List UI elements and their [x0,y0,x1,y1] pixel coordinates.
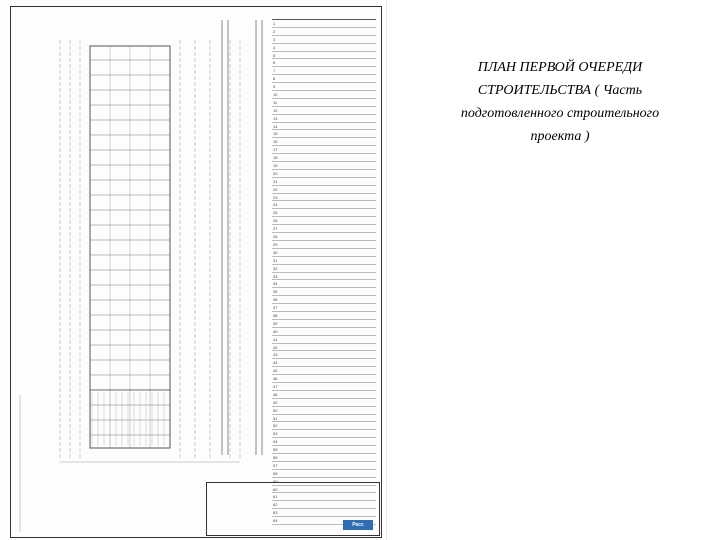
schedule-row [272,209,376,217]
schedule-row [272,36,376,44]
schedule-row-number: 54 [273,439,278,445]
schedule-row [272,233,376,241]
schedule-row-number: 60 [273,486,278,492]
schedule-row [272,328,376,336]
schedule-row [272,194,376,202]
schedule-row-number: 34 [273,281,278,287]
company-logo: Ресс [343,520,373,530]
schedule-row [272,367,376,375]
schedule-row [272,383,376,391]
schedule-row [272,312,376,320]
schedule-row [272,265,376,273]
schedule-row [272,52,376,60]
schedule-row-number: 20 [273,170,278,176]
schedule-row-number: 16 [273,139,278,145]
schedule-row-number: 58 [273,470,278,476]
schedule-row [272,59,376,67]
schedule-row [272,454,376,462]
schedule-row [272,399,376,407]
schedule-row-number: 32 [273,265,278,271]
schedule-row-number: 48 [273,391,278,397]
schedule-row-number: 36 [273,297,278,303]
schedule-row-number: 30 [273,249,278,255]
slide-caption [410,56,710,148]
schedule-row-number: 44 [273,360,278,366]
schedule-row [272,288,376,296]
schedule-row [272,446,376,454]
schedule-row [272,123,376,131]
schedule-row [272,359,376,367]
schedule-row [272,44,376,52]
schedule-row [272,201,376,209]
schedule-row-number: 47 [273,383,278,389]
schedule-row-number: 13 [273,115,278,121]
schedule-row [272,154,376,162]
schedule-row [272,462,376,470]
schedule-row-number: 7 [273,68,276,74]
schedule-row-number: 40 [273,328,278,334]
schedule-row-number: 57 [273,462,278,468]
schedule-row [272,225,376,233]
schedule-row [272,296,376,304]
schedule-row-number: 52 [273,423,278,429]
schedule-row-number: 19 [273,163,278,169]
schedule-row [272,162,376,170]
schedule-row [272,75,376,83]
room-schedule-table [272,9,376,524]
schedule-row [272,273,376,281]
schedule-row [272,375,376,383]
schedule-row-number: 3 [273,36,276,42]
schedule-row [272,178,376,186]
schedule-row-number: 55 [273,447,278,453]
schedule-row-number: 26 [273,218,278,224]
schedule-row-number: 38 [273,312,278,318]
schedule-row-number: 22 [273,186,278,192]
schedule-row-number: 53 [273,431,278,437]
schedule-row-number: 59 [273,478,278,484]
schedule-row-number: 31 [273,257,278,263]
schedule-row [272,320,376,328]
caption-line-1: ПЛАН ПЕРВОЙ ОЧЕРЕДИ [477,60,643,75]
schedule-row [272,67,376,75]
schedule-row [272,107,376,115]
schedule-row [272,83,376,91]
schedule-row [272,351,376,359]
schedule-row-number: 25 [273,210,278,216]
schedule-row-number: 45 [273,368,278,374]
schedule-row-number: 63 [273,510,278,516]
schedule-row [272,20,376,28]
schedule-row [272,130,376,138]
schedule-row-number: 28 [273,234,278,240]
caption-line-2: СТРОИТЕЛЬСТВА ( Часть [477,83,643,98]
schedule-row-number: 4 [273,44,276,50]
schedule-row-number: 37 [273,305,278,311]
schedule-row [272,249,376,257]
schedule-row-number: 21 [273,178,278,184]
schedule-row-number: 10 [273,92,278,98]
schedule-row-number: 17 [273,147,278,153]
schedule-row-number: 27 [273,226,278,232]
schedule-row [272,438,376,446]
schedule-row-number: 2 [273,28,276,34]
room-schedule-rows [272,20,376,525]
schedule-row-number: 61 [273,494,278,500]
schedule-row-number: 50 [273,407,278,413]
room-schedule-title [272,9,376,20]
schedule-row [272,91,376,99]
schedule-row-number: 56 [273,454,278,460]
schedule-row-number: 15 [273,131,278,137]
schedule-row-number: 12 [273,107,278,113]
schedule-row [272,115,376,123]
schedule-row [272,99,376,107]
schedule-row [272,280,376,288]
schedule-row-number: 24 [273,202,278,208]
schedule-row [272,344,376,352]
schedule-row-number: 49 [273,399,278,405]
schedule-row-number: 1 [273,21,276,26]
schedule-row [272,304,376,312]
schedule-row-number: 39 [273,320,278,326]
schedule-row [272,241,376,249]
schedule-row [272,391,376,399]
schedule-row-number: 5 [273,52,276,58]
schedule-row-number: 8 [273,76,276,82]
schedule-row [272,470,376,478]
schedule-row [272,415,376,423]
caption-line-4: проекта ) [530,129,590,144]
schedule-row-number: 11 [273,99,278,105]
schedule-row-number: 41 [273,336,278,342]
schedule-row-number: 23 [273,194,278,200]
schedule-row [272,257,376,265]
divider [386,0,387,540]
schedule-row-number: 9 [273,84,276,90]
schedule-row-number: 43 [273,352,278,358]
schedule-row [272,186,376,194]
caption-line-3: подготовленного строительного [460,106,660,121]
schedule-row [272,146,376,154]
side-stamp [0,395,20,535]
schedule-row-number: 29 [273,241,278,247]
schedule-row [272,407,376,415]
schedule-row-number: 42 [273,344,278,350]
schedule-row-number: 33 [273,273,278,279]
schedule-row [272,170,376,178]
schedule-row-number: 62 [273,502,278,508]
schedule-row-number: 18 [273,155,278,161]
schedule-row [272,217,376,225]
schedule-row-number: 51 [273,415,278,421]
schedule-row-number: 64 [273,518,278,524]
schedule-row [272,430,376,438]
drawing-title-block [206,482,380,536]
schedule-row [272,422,376,430]
schedule-row-number: 6 [273,60,276,66]
schedule-row-number: 14 [273,123,278,129]
schedule-row [272,28,376,36]
schedule-row-number: 46 [273,376,278,382]
schedule-row-number: 35 [273,289,278,295]
schedule-row [272,138,376,146]
schedule-row [272,336,376,344]
